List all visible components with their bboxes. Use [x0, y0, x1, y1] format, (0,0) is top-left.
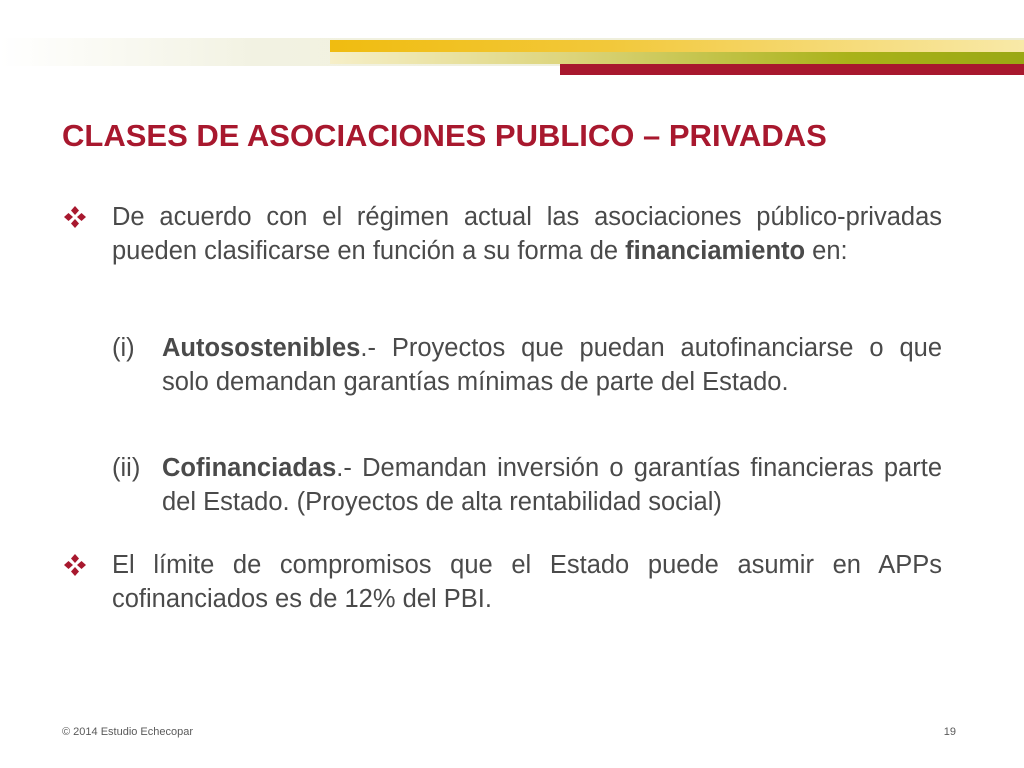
- footer-page-number: 19: [943, 726, 956, 738]
- bullet-paragraph-1: [112, 200, 942, 268]
- sub-item-1-number: (i): [112, 334, 135, 362]
- diamond-bullet-icon: [62, 552, 88, 578]
- top-band-red: [560, 64, 1024, 75]
- bullet-1-bold-term: financiamiento: [625, 237, 806, 265]
- sub-item-2-paragraph: [162, 451, 942, 519]
- sub-item-1-paragraph: [162, 331, 942, 399]
- bullet-1-text: De acuerdo con el régimen actual las asociaciones público-privadas pueden clasificarse en función a su forma de: [112, 203, 942, 265]
- bullet-paragraph-2: El límite de compromisos que el Estado puede asumir en APPs cofinanciados es de 12% del PBI.: [112, 551, 942, 613]
- sub-item-2-number: (ii): [112, 454, 141, 482]
- diamond-bullet-icon: [62, 204, 88, 230]
- top-band-olive: [330, 52, 1024, 64]
- top-band-yellow: [330, 40, 1024, 52]
- bullet-1-text-end: en:: [805, 237, 848, 265]
- sub-item-2-bold-term: Cofinanciadas: [162, 454, 337, 482]
- slide-title: CLASES DE ASOCIACIONES PUBLICO – PRIVADAS: [62, 118, 827, 153]
- sub-item-2-text: .- Demandan inversión o garantías financieras parte del Estado. (Proyectos de alta rentabilidad social): [162, 454, 942, 516]
- sub-item-1-bold-term: Autosostenibles: [162, 334, 361, 362]
- footer-copyright: © 2014 Estudio Echecopar: [62, 726, 194, 738]
- sub-item-1-text: .- Proyectos que puedan autofinanciarse o que solo demandan garantías mínimas de parte del Estado.: [162, 334, 942, 396]
